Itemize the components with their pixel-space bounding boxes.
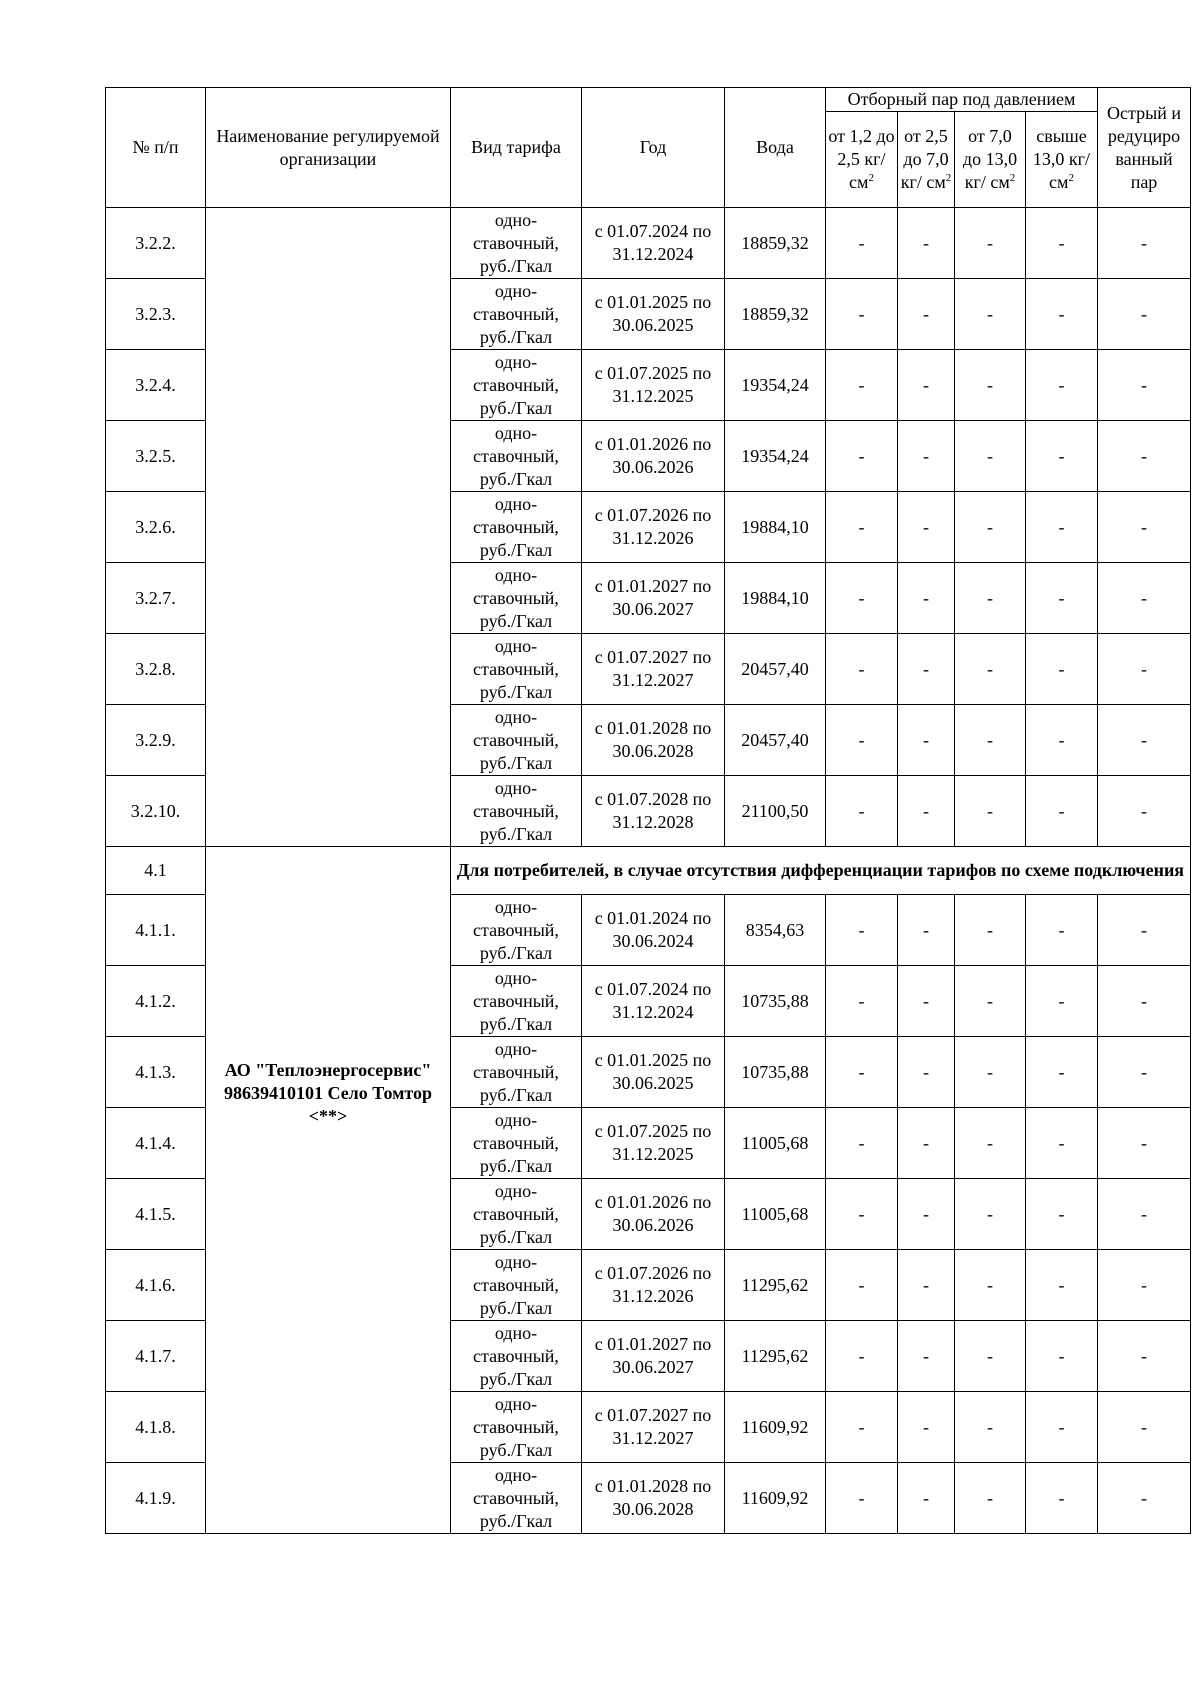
cell-steam-1: - xyxy=(826,563,898,634)
cell-steam-3: - xyxy=(955,208,1026,279)
cell-period: с 01.07.2026 по 31.12.2026 xyxy=(582,1250,725,1321)
cell-sharp-steam: - xyxy=(1098,966,1191,1037)
cell-steam-2: - xyxy=(898,1037,955,1108)
cell-steam-3: - xyxy=(955,1108,1026,1179)
cell-steam-4: - xyxy=(1026,1108,1098,1179)
cell-steam-1: - xyxy=(826,1392,898,1463)
cell-steam-1: - xyxy=(826,966,898,1037)
cell-steam-3: - xyxy=(955,492,1026,563)
cell-tariff-type: одно- ставочный, руб./Гкал xyxy=(451,1463,582,1534)
cell-sharp-steam: - xyxy=(1098,705,1191,776)
cell-steam-3: - xyxy=(955,1463,1026,1534)
cell-org-empty xyxy=(206,208,451,847)
cell-tariff-type: одно- ставочный, руб./Гкал xyxy=(451,350,582,421)
cell-tariff-type: одно- ставочный, руб./Гкал xyxy=(451,1037,582,1108)
cell-steam-3: - xyxy=(955,966,1026,1037)
cell-steam-1: - xyxy=(826,1179,898,1250)
cell-steam-2: - xyxy=(898,1392,955,1463)
cell-steam-1: - xyxy=(826,208,898,279)
cell-water: 18859,32 xyxy=(725,279,826,350)
cell-water: 11295,62 xyxy=(725,1321,826,1392)
cell-steam-4: - xyxy=(1026,895,1098,966)
cell-period: с 01.01.2024 по 30.06.2024 xyxy=(582,895,725,966)
header-org: Наименование регулируемой организации xyxy=(206,88,451,208)
cell-num: 4.1 xyxy=(106,847,206,895)
cell-tariff-type: одно- ставочный, руб./Гкал xyxy=(451,1392,582,1463)
cell-steam-4: - xyxy=(1026,350,1098,421)
cell-steam-3: - xyxy=(955,895,1026,966)
cell-steam-2: - xyxy=(898,279,955,350)
cell-num: 4.1.5. xyxy=(106,1179,206,1250)
cell-period: с 01.01.2026 по 30.06.2026 xyxy=(582,1179,725,1250)
cell-steam-2: - xyxy=(898,208,955,279)
cell-steam-3: - xyxy=(955,1321,1026,1392)
cell-steam-3: - xyxy=(955,776,1026,847)
cell-steam-3: - xyxy=(955,1392,1026,1463)
cell-water: 8354,63 xyxy=(725,895,826,966)
cell-period: с 01.07.2028 по 31.12.2028 xyxy=(582,776,725,847)
cell-water: 19884,10 xyxy=(725,563,826,634)
section-title: Для потребителей, в случае отсутствия дифференциации тарифов по схеме подключения xyxy=(451,847,1191,895)
cell-num: 3.2.7. xyxy=(106,563,206,634)
cell-num: 4.1.1. xyxy=(106,895,206,966)
cell-sharp-steam: - xyxy=(1098,279,1191,350)
cell-steam-4: - xyxy=(1026,563,1098,634)
cell-num: 4.1.8. xyxy=(106,1392,206,1463)
cell-steam-4: - xyxy=(1026,421,1098,492)
cell-num: 3.2.6. xyxy=(106,492,206,563)
cell-steam-2: - xyxy=(898,895,955,966)
header-steam-col-1: от 1,2 до 2,5 кг/ $см^2$ xyxy=(826,112,898,208)
tariff-table xyxy=(105,87,1191,1534)
cell-water: 20457,40 xyxy=(725,634,826,705)
cell-tariff-type: одно- ставочный, руб./Гкал xyxy=(451,966,582,1037)
cell-steam-1: - xyxy=(826,1463,898,1534)
cell-steam-1: - xyxy=(826,492,898,563)
cell-steam-2: - xyxy=(898,776,955,847)
cell-steam-4: - xyxy=(1026,634,1098,705)
cell-tariff-type: одно- ставочный, руб./Гкал xyxy=(451,1321,582,1392)
cell-steam-3: - xyxy=(955,421,1026,492)
cell-water: 11609,92 xyxy=(725,1463,826,1534)
cell-water: 11005,68 xyxy=(725,1179,826,1250)
cell-steam-4: - xyxy=(1026,1250,1098,1321)
cell-steam-1: - xyxy=(826,279,898,350)
cell-tariff-type: одно- ставочный, руб./Гкал xyxy=(451,895,582,966)
cell-period: с 01.01.2028 по 30.06.2028 xyxy=(582,1463,725,1534)
cell-period: с 01.01.2027 по 30.06.2027 xyxy=(582,1321,725,1392)
cell-water: 10735,88 xyxy=(725,966,826,1037)
cell-sharp-steam: - xyxy=(1098,1321,1191,1392)
cell-steam-3: - xyxy=(955,350,1026,421)
cell-org: АО "Теплоэнергосервис" 98639410101 Село Томтор <**> xyxy=(206,847,451,1534)
cell-sharp-steam: - xyxy=(1098,1463,1191,1534)
cell-num: 3.2.8. xyxy=(106,634,206,705)
cell-num: 4.1.2. xyxy=(106,966,206,1037)
cell-water: 20457,40 xyxy=(725,705,826,776)
cell-steam-4: - xyxy=(1026,1037,1098,1108)
cell-steam-2: - xyxy=(898,492,955,563)
cell-steam-1: - xyxy=(826,421,898,492)
cell-steam-4: - xyxy=(1026,1321,1098,1392)
cell-steam-2: - xyxy=(898,705,955,776)
cell-tariff-type: одно- ставочный, руб./Гкал xyxy=(451,776,582,847)
cell-water: 19354,24 xyxy=(725,350,826,421)
cell-tariff-type: одно- ставочный, руб./Гкал xyxy=(451,421,582,492)
cell-water: 10735,88 xyxy=(725,1037,826,1108)
cell-steam-4: - xyxy=(1026,705,1098,776)
cell-steam-1: - xyxy=(826,1250,898,1321)
cell-num: 3.2.10. xyxy=(106,776,206,847)
cell-period: с 01.01.2027 по 30.06.2027 xyxy=(582,563,725,634)
cell-water: 21100,50 xyxy=(725,776,826,847)
cell-steam-4: - xyxy=(1026,1392,1098,1463)
section-row xyxy=(106,847,1191,895)
cell-sharp-steam: - xyxy=(1098,1250,1191,1321)
header-steam-col-2: от 2,5 до 7,0 кг/ $см^2$ xyxy=(898,112,955,208)
header-tariff-type: Вид тарифа xyxy=(451,88,582,208)
cell-sharp-steam: - xyxy=(1098,1108,1191,1179)
cell-num: 4.1.9. xyxy=(106,1463,206,1534)
cell-steam-4: - xyxy=(1026,1463,1098,1534)
cell-tariff-type: одно- ставочный, руб./Гкал xyxy=(451,1250,582,1321)
cell-water: 11005,68 xyxy=(725,1108,826,1179)
cell-steam-2: - xyxy=(898,1179,955,1250)
cell-steam-3: - xyxy=(955,705,1026,776)
cell-tariff-type: одно- ставочный, руб./Гкал xyxy=(451,208,582,279)
cell-steam-4: - xyxy=(1026,208,1098,279)
cell-period: с 01.07.2025 по 31.12.2025 xyxy=(582,350,725,421)
cell-water: 11295,62 xyxy=(725,1250,826,1321)
header-num: № п/п xyxy=(106,88,206,208)
header-steam-col-4: свыше 13,0 кг/ $см^2$ xyxy=(1026,112,1098,208)
table-body xyxy=(106,208,1191,1534)
cell-steam-1: - xyxy=(826,895,898,966)
header-water: Вода xyxy=(725,88,826,208)
cell-sharp-steam: - xyxy=(1098,492,1191,563)
cell-period: с 01.07.2025 по 31.12.2025 xyxy=(582,1108,725,1179)
cell-num: 3.2.3. xyxy=(106,279,206,350)
cell-steam-3: - xyxy=(955,1037,1026,1108)
cell-steam-3: - xyxy=(955,1250,1026,1321)
cell-steam-2: - xyxy=(898,634,955,705)
cell-sharp-steam: - xyxy=(1098,1179,1191,1250)
table-header xyxy=(106,88,1191,208)
cell-sharp-steam: - xyxy=(1098,1037,1191,1108)
cell-steam-1: - xyxy=(826,1037,898,1108)
cell-period: с 01.01.2025 по 30.06.2025 xyxy=(582,1037,725,1108)
cell-sharp-steam: - xyxy=(1098,895,1191,966)
table-row xyxy=(106,208,1191,279)
cell-tariff-type: одно- ставочный, руб./Гкал xyxy=(451,634,582,705)
cell-steam-2: - xyxy=(898,1321,955,1392)
cell-sharp-steam: - xyxy=(1098,350,1191,421)
cell-steam-4: - xyxy=(1026,776,1098,847)
cell-num: 4.1.3. xyxy=(106,1037,206,1108)
cell-num: 3.2.4. xyxy=(106,350,206,421)
header-year: Год xyxy=(582,88,725,208)
cell-steam-1: - xyxy=(826,776,898,847)
cell-period: с 01.07.2026 по 31.12.2026 xyxy=(582,492,725,563)
cell-steam-2: - xyxy=(898,563,955,634)
cell-steam-2: - xyxy=(898,1463,955,1534)
cell-tariff-type: одно- ставочный, руб./Гкал xyxy=(451,1108,582,1179)
cell-period: с 01.01.2025 по 30.06.2025 xyxy=(582,279,725,350)
cell-tariff-type: одно- ставочный, руб./Гкал xyxy=(451,563,582,634)
cell-num: 4.1.6. xyxy=(106,1250,206,1321)
cell-tariff-type: одно- ставочный, руб./Гкал xyxy=(451,705,582,776)
cell-steam-4: - xyxy=(1026,1179,1098,1250)
cell-period: с 01.01.2028 по 30.06.2028 xyxy=(582,705,725,776)
cell-water: 19884,10 xyxy=(725,492,826,563)
cell-steam-1: - xyxy=(826,1321,898,1392)
cell-steam-3: - xyxy=(955,1179,1026,1250)
cell-num: 3.2.5. xyxy=(106,421,206,492)
cell-sharp-steam: - xyxy=(1098,776,1191,847)
cell-num: 3.2.9. xyxy=(106,705,206,776)
cell-tariff-type: одно- ставочный, руб./Гкал xyxy=(451,492,582,563)
cell-num: 4.1.7. xyxy=(106,1321,206,1392)
cell-water: 18859,32 xyxy=(725,208,826,279)
cell-steam-3: - xyxy=(955,634,1026,705)
cell-steam-1: - xyxy=(826,705,898,776)
cell-tariff-type: одно- ставочный, руб./Гкал xyxy=(451,279,582,350)
header-steam-col-3: от 7,0 до 13,0 кг/ $см^2$ xyxy=(955,112,1026,208)
cell-period: с 01.07.2024 по 31.12.2024 xyxy=(582,208,725,279)
cell-num: 4.1.4. xyxy=(106,1108,206,1179)
cell-sharp-steam: - xyxy=(1098,634,1191,705)
header-steam-group: Отборный пар под давлением xyxy=(826,88,1098,112)
cell-water: 11609,92 xyxy=(725,1392,826,1463)
cell-steam-1: - xyxy=(826,1108,898,1179)
cell-sharp-steam: - xyxy=(1098,208,1191,279)
cell-num: 3.2.2. xyxy=(106,208,206,279)
cell-steam-4: - xyxy=(1026,279,1098,350)
cell-sharp-steam: - xyxy=(1098,421,1191,492)
cell-steam-1: - xyxy=(826,350,898,421)
header-sharp-steam: Острый и редуциро ванный пар xyxy=(1098,88,1191,208)
cell-period: с 01.07.2024 по 31.12.2024 xyxy=(582,966,725,1037)
cell-steam-3: - xyxy=(955,279,1026,350)
cell-steam-4: - xyxy=(1026,492,1098,563)
cell-period: с 01.07.2027 по 31.12.2027 xyxy=(582,634,725,705)
cell-steam-2: - xyxy=(898,350,955,421)
cell-sharp-steam: - xyxy=(1098,563,1191,634)
cell-steam-2: - xyxy=(898,421,955,492)
cell-steam-4: - xyxy=(1026,966,1098,1037)
cell-period: с 01.07.2027 по 31.12.2027 xyxy=(582,1392,725,1463)
cell-steam-3: - xyxy=(955,563,1026,634)
cell-sharp-steam: - xyxy=(1098,1392,1191,1463)
cell-steam-2: - xyxy=(898,1108,955,1179)
cell-steam-2: - xyxy=(898,966,955,1037)
cell-steam-1: - xyxy=(826,634,898,705)
cell-water: 19354,24 xyxy=(725,421,826,492)
cell-steam-2: - xyxy=(898,1250,955,1321)
cell-period: с 01.01.2026 по 30.06.2026 xyxy=(582,421,725,492)
cell-tariff-type: одно- ставочный, руб./Гкал xyxy=(451,1179,582,1250)
